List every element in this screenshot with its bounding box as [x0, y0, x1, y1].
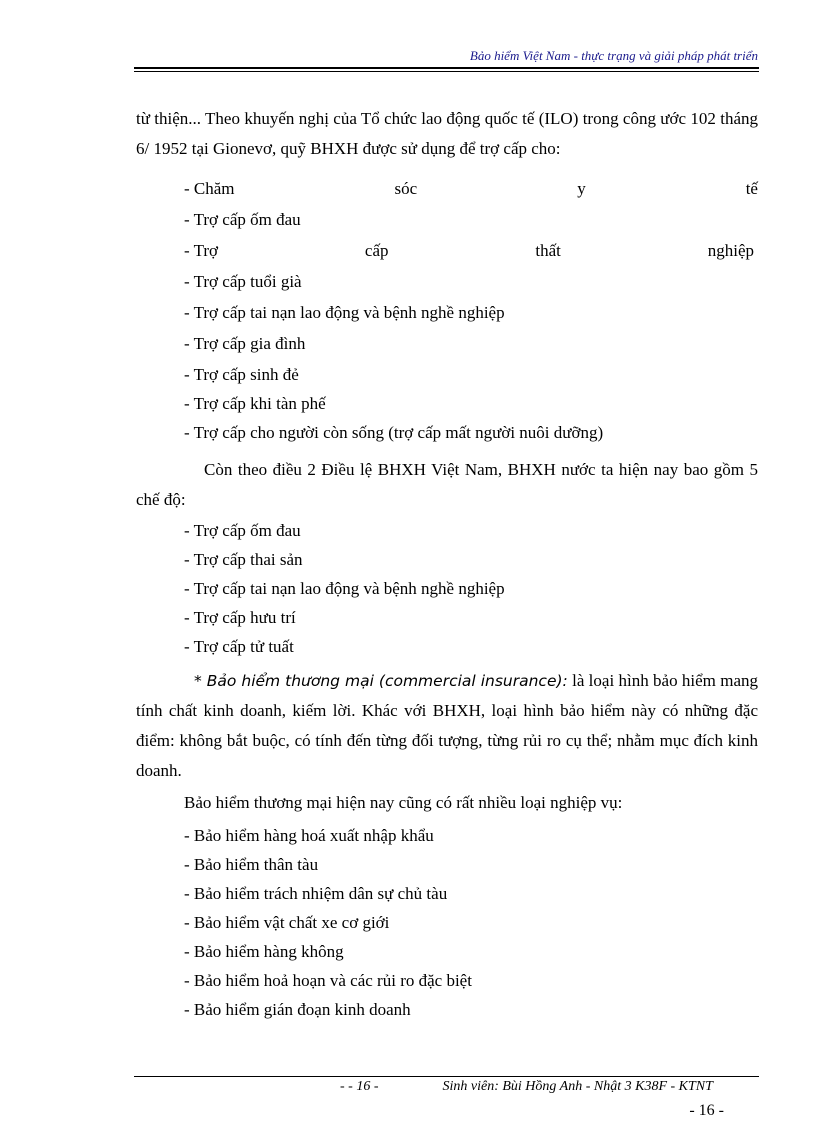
- paragraph-ilo: từ thiện... Theo khuyến nghị của Tổ chức lao động quốc tế (ILO) trong công ước 102 tháng 6/ 1952 tại Gionevơ, quỹ BHXH được sử dụng để trợ cấp cho:: [136, 109, 758, 158]
- header-rule-thin: [134, 71, 759, 72]
- list-word: cấp: [364, 241, 389, 260]
- footer-page-ref: - - 16 -: [340, 1079, 379, 1094]
- page-footer: [340, 1079, 713, 1095]
- header-rule: [134, 67, 759, 69]
- footer-rule: [134, 1076, 759, 1077]
- list-word: y: [577, 179, 586, 198]
- paragraph-text: là loại hình bảo hiểm mang tính chất kinh doanh, kiếm lời. Khác với BHXH, loại hình bảo hiểm này có những đặc điểm: không bắt buộc, có tính đến từng đối tượng, từng rủi ro cụ thể; nhằm mục đích kinh doanh.: [136, 671, 758, 780]
- list-word: sóc: [394, 179, 418, 198]
- list-item: - Bảo hiểm thân tàu: [184, 855, 319, 874]
- list-item: - Trợ cấp cho người còn sống (trợ cấp mất người nuôi dưỡng): [184, 423, 604, 442]
- list-item: - Trợ cấp gia đình: [184, 334, 306, 353]
- list-item: - Trợ cấp sinh đẻ: [184, 365, 299, 384]
- list-item: - Trợ cấp thai sản: [184, 550, 303, 569]
- list-word: thất: [535, 241, 561, 260]
- list-word: nghiệp: [707, 241, 754, 260]
- list-item: - Trợ cấp khi tàn phế: [184, 394, 326, 413]
- list-item: - Bảo hiểm gián đoạn kinh doanh: [184, 1000, 411, 1019]
- list-item: - Bảo hiểm trách nhiệm dân sự chủ tàu: [184, 884, 448, 903]
- term-commercial-insurance: * Bảo hiểm thương mại (commercial insurance):: [194, 672, 568, 690]
- list-item: - Trợ cấp tuổi già: [184, 272, 302, 291]
- list-item: - Trợ cấp tử tuất: [184, 637, 294, 656]
- page-number: - 16 -: [689, 1102, 724, 1119]
- list-item: - Trợ cấp tai nạn lao động và bệnh nghề nghiệp: [184, 579, 505, 598]
- page-header-title: Bảo hiểm Việt Nam - thực trạng và giải pháp phát triển: [469, 48, 758, 63]
- list-word: tế: [745, 179, 758, 198]
- list-item: [184, 174, 758, 204]
- list-word: - Chăm: [184, 179, 235, 198]
- list-item: - Trợ cấp ốm đau: [184, 210, 301, 229]
- list-item: - Bảo hiểm hàng hoá xuất nhập khẩu: [184, 826, 434, 845]
- list-item: - Trợ cấp tai nạn lao động và bệnh nghề nghiệp: [184, 303, 505, 322]
- paragraph-commercial-insurance: [136, 666, 758, 786]
- paragraph-commercial-types: Bảo hiểm thương mại hiện nay cũng có rất nhiều loại nghiệp vụ:: [184, 793, 623, 812]
- list-item: [184, 236, 754, 266]
- list-item: - Bảo hiểm hoả hoạn và các rủi ro đặc biệt: [184, 971, 472, 990]
- paragraph-regulation: Còn theo điều 2 Điều lệ BHXH Việt Nam, BHXH nước ta hiện nay bao gồm 5 chế độ:: [136, 460, 758, 509]
- footer-student: Sinh viên: Bùi Hồng Anh - Nhật 3 K38F - KTNT: [442, 1079, 713, 1094]
- list-word: - Trợ: [184, 241, 219, 260]
- list-item: - Trợ cấp hưu trí: [184, 608, 296, 627]
- list-item: - Bảo hiểm vật chất xe cơ giới: [184, 913, 390, 932]
- list-item: - Bảo hiểm hàng không: [184, 942, 344, 961]
- list-item: - Trợ cấp ốm đau: [184, 521, 301, 540]
